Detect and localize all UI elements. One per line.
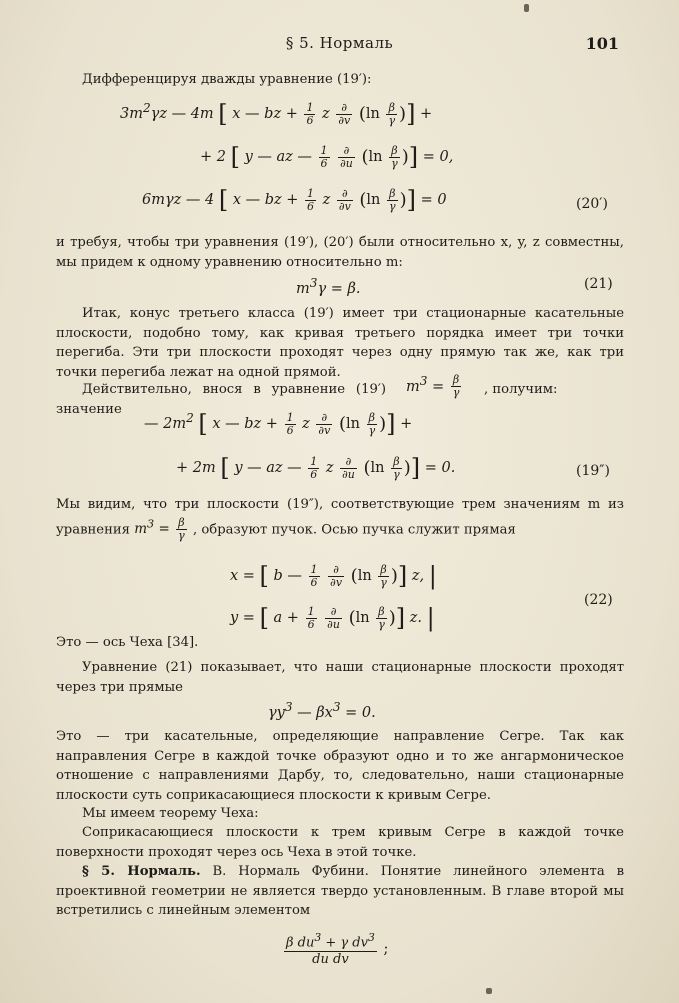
equation-cubic: $\gamma y^3$ — $\beta x^3 = 0$. — [268, 700, 376, 721]
print-blemish-bottom — [486, 988, 492, 994]
equation-label-21: (21) — [584, 276, 613, 292]
running-head — [60, 34, 619, 54]
paragraph-pencil-end: , образуют пучок. Осью пучка служит прямая — [192, 522, 516, 537]
inline-equation-m3-b: $m^3$ = $\frac{\beta}{\gamma}$ — [134, 516, 185, 542]
equation-22-line2: y = [ a + $\frac{1}{6}$ $\frac{\partial}{\partial u}$ (ln $\frac{\beta}{\gamma}$ )] z. | — [230, 604, 435, 632]
print-blemish — [524, 4, 529, 12]
equation-22-line1: x = [ b — $\frac{1}{6}$ $\frac{\partial}{\partial v}$ (ln $\frac{\beta}{\gamma}$ )] z, | — [230, 562, 437, 590]
inline-equation-m3: $m^3$ = $\frac{\beta}{\gamma}$ — [406, 373, 460, 400]
paragraph-pencil-start: Мы видим, что три плоскости (19″), соответствующие трем значениям m из уравнения — [56, 497, 624, 537]
paragraph-substitution: Действительно, внося в уравнение (19′) значение — [56, 382, 386, 417]
page-number: 101 — [585, 34, 619, 53]
paragraph-theorem-intro: Мы имеем теорему Чеха: — [82, 806, 259, 821]
paragraph-segre: Это — три касательные, определяющие направление Сегре. Так как направления Сегре в каждой точке образуют одно и то же ангармоническое отношение с направлениями Дарбу, то, следовательно, наши стационарные плоскости суть соприкасающиеся плоскости к кривым Сегре. — [56, 729, 624, 803]
equation-label-22: (22) — [584, 592, 613, 608]
equation-19-line2: + 2m [ y — az — $\frac{1}{6}$ z $\frac{\partial}{\partial u}$ (ln $\frac{\beta}{\gamma}$ )] = 0. — [176, 454, 456, 482]
equation-20-line1: $3m^2\gamma z$ — 4m [ x — bz + $\frac{1}{6}$ z $\frac{\partial}{\partial v}$ (ln $\frac{\beta}{\gamma}$ )] + — [120, 100, 433, 128]
paragraph-pencil — [56, 495, 624, 542]
paragraph-substitution-end: , получим: — [484, 382, 558, 397]
paragraph-three-lines: Уравнение (21) показывает, что наши стационарные плоскости проходят через три прямые — [56, 660, 624, 695]
equation-label-19: (19″) — [576, 463, 610, 479]
paragraph-intro: Дифференцируя дважды уравнение (19′): — [82, 72, 372, 87]
equation-19-line1: — $2m^2$ [ x — bz + $\frac{1}{6}$ z $\frac{\partial}{\partial v}$ (ln $\frac{\beta}{\gamma}$ )] + — [144, 410, 413, 438]
paragraph-theorem: Соприкасающиеся плоскости к трем кривым Сегре в каждой точке поверхности проходят через ось Чеха в этой точке. — [56, 825, 624, 860]
paragraph-compatibility: и требуя, чтобы три уравнения (19′), (20′) были относительно x, y, z совместны, мы придем к одному уравнению относительно m: — [56, 235, 624, 270]
equation-20-line2: + 2 [ y — az — $\frac{1}{6}$ $\frac{\partial}{\partial u}$ (ln $\frac{\beta}{\gamma}$ )] = 0, — [200, 143, 454, 171]
paragraph-normal-body: B. Нормаль Фубини. Понятие линейного элемента в проективной геометрии не является твердо установленным. В главе второй мы встретились с линейным элементом — [56, 864, 624, 918]
equation-21: $m^3\gamma = \beta$. — [296, 276, 361, 297]
paragraph-cech-axis: Это — ось Чеха [34]. — [56, 635, 199, 650]
paragraph-normal — [56, 862, 624, 921]
section-heading-normal: § 5. Нормаль. — [82, 864, 201, 879]
equation-label-20: (20′) — [576, 196, 608, 212]
paragraph-cone: Итак, конус третьего класса (19′) имеет три стационарные касательные плоскости, подобно тому, как кривая третьего порядка имеет три точки перегиба. Эти три плоскости проходят через одну прямую так же, как три точки перегиба лежат на одной прямой. — [56, 306, 624, 380]
equation-20-line3: 6mγz — 4 [ x — bz + $\frac{1}{6}$ z $\frac{\partial}{\partial v}$ (ln $\frac{\beta}{\gamma}$ )] = 0 — [142, 186, 447, 214]
equation-line-element: $\frac{\beta du^3 + \gamma dv^3}{\text{du dv}}$ ; — [286, 931, 389, 968]
section-title: § 5. Нормаль — [285, 34, 394, 52]
